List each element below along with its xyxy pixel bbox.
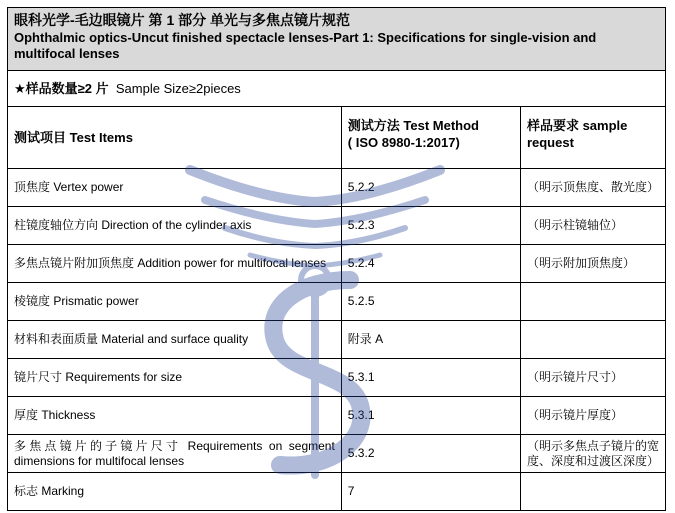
title-zh: 眼科光学-毛边眼镜片 第 1 部分 单光与多焦点镜片规范 bbox=[14, 12, 351, 28]
test-method: 附录 A bbox=[341, 321, 520, 359]
test-item: 镜片尺寸 Requirements for size bbox=[8, 359, 342, 397]
header-test-method-line1: 测试方法 Test Method bbox=[347, 118, 479, 133]
spec-sheet bbox=[7, 7, 666, 511]
header-sample-request: 样品要求 sample request bbox=[520, 107, 665, 169]
sample-request: （明示顶焦度、散光度） bbox=[520, 169, 665, 207]
sample-request: （明示柱镜轴位） bbox=[520, 207, 665, 245]
test-item: 标志 Marking bbox=[8, 473, 342, 511]
table-row bbox=[8, 169, 666, 207]
test-item: 柱镜度轴位方向 Direction of the cylinder axis bbox=[8, 207, 342, 245]
sample-request bbox=[520, 283, 665, 321]
table-row bbox=[8, 397, 666, 435]
table-row bbox=[8, 207, 666, 245]
title-row bbox=[8, 8, 666, 71]
sample-cell bbox=[8, 71, 666, 107]
sample-request bbox=[520, 473, 665, 511]
test-item bbox=[8, 245, 342, 283]
sample-row bbox=[8, 71, 666, 107]
table-row bbox=[8, 473, 666, 511]
test-item: 多焦点镜片的子镜片尺寸 Requirements on segment dimensions for multifocal lenses bbox=[8, 435, 342, 473]
sample-request: （明示多焦点子镜片的宽度、深度和过渡区深度） bbox=[520, 435, 665, 473]
test-item-text: 多焦点镜片附加顶焦度 Addition power for multifocal lenses bbox=[14, 256, 327, 270]
spec-table bbox=[7, 7, 666, 511]
test-item: 顶焦度 Vertex power bbox=[8, 169, 342, 207]
title-cell bbox=[8, 8, 666, 71]
test-method: 5.2.3 bbox=[341, 207, 520, 245]
header-row bbox=[8, 107, 666, 169]
table-row bbox=[8, 245, 666, 283]
test-method: 5.3.1 bbox=[341, 397, 520, 435]
test-method: 5.3.2 bbox=[341, 435, 520, 473]
test-method: 5.3.1 bbox=[341, 359, 520, 397]
test-item: 材料和表面质量 Material and surface quality bbox=[8, 321, 342, 359]
header-test-method-line2: ( ISO 8980-1:2017) bbox=[347, 135, 460, 150]
header-test-method bbox=[341, 107, 520, 169]
table-row bbox=[8, 435, 666, 473]
sample-request: （明示镜片尺寸） bbox=[520, 359, 665, 397]
test-method: 5.2.4 bbox=[341, 245, 520, 283]
test-method: 5.2.5 bbox=[341, 283, 520, 321]
table-row bbox=[8, 283, 666, 321]
title-en: Ophthalmic optics-Uncut finished spectacle lenses-Part 1: Specifications for single-vision and multifocal lenses bbox=[14, 30, 597, 61]
test-method: 7 bbox=[341, 473, 520, 511]
star-icon: ★ bbox=[14, 81, 26, 96]
test-item: 棱镜度 Prismatic power bbox=[8, 283, 342, 321]
table-row bbox=[8, 321, 666, 359]
sample-size-en: Sample Size≥2pieces bbox=[115, 81, 241, 96]
sample-request: （明示镜片厚度） bbox=[520, 397, 665, 435]
header-test-items: 测试项目 Test Items bbox=[8, 107, 342, 169]
test-item: 厚度 Thickness bbox=[8, 397, 342, 435]
sample-size-zh: 样品数量≥2 片 bbox=[25, 81, 109, 96]
test-method: 5.2.2 bbox=[341, 169, 520, 207]
sample-request: （明示附加顶焦度） bbox=[520, 245, 665, 283]
sample-request bbox=[520, 321, 665, 359]
table-row bbox=[8, 359, 666, 397]
